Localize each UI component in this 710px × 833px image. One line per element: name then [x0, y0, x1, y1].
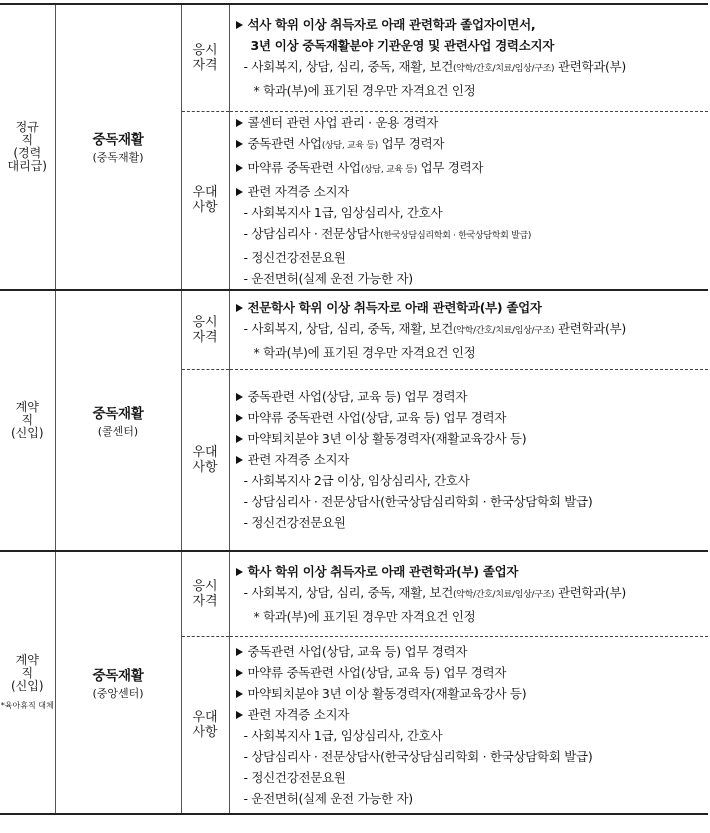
category-label-line: 응시 [192, 314, 218, 330]
row-3-qualification [0, 551, 708, 637]
requirement-line [236, 133, 709, 157]
line-text: - 정신건강전문요원 [243, 249, 346, 265]
requirement-line [236, 407, 709, 428]
requirement-line [236, 767, 709, 788]
position-line: (경력 [13, 145, 42, 160]
qualification-label [181, 4, 229, 111]
field-cell [55, 290, 181, 551]
line-text: 3년 이상 중독재활분야 기관운영 및 관련사업 경력소지자 [250, 38, 555, 54]
position-line: 계약 [15, 653, 39, 667]
requirement-note [236, 80, 709, 101]
line-text: 중독관련 사업(상담, 교육 등) 업무 경력자 [247, 643, 468, 659]
position-line: 직 [21, 412, 34, 427]
triangle-bullet-icon [236, 21, 243, 29]
triangle-bullet-icon [236, 414, 243, 422]
field-subtitle: (콜센터) [97, 424, 139, 438]
requirement-line [236, 35, 709, 56]
position-line: 계약 [15, 399, 39, 414]
line-small-text: (약학/간호/치료/임상/구조) [452, 64, 555, 75]
requirement-line [236, 683, 709, 704]
line-text: - 사회복지, 상담, 심리, 중독, 재활, 보건 [243, 584, 453, 600]
line-small-text: (상담, 교육 등) [321, 140, 378, 151]
requirement-line [236, 14, 709, 35]
requirement-line [236, 746, 709, 767]
line-text: 관련 자격증 소지자 [247, 452, 350, 468]
line-small-text: (약학/간호/치료/임상/구조) [452, 589, 555, 600]
triangle-bullet-icon [236, 393, 243, 401]
requirement-line [236, 223, 709, 247]
position-line: 직 [21, 132, 34, 147]
line-text: * 학과(부)에 표기된 경우만 자격요건 인정 [253, 344, 476, 360]
category-label-line: 우대 [192, 444, 218, 460]
requirement-line [236, 268, 709, 289]
position-line: 직 [21, 666, 34, 680]
recruitment-table [0, 3, 708, 815]
position-line: (신입) [10, 425, 44, 440]
requirement-line [236, 449, 709, 470]
requirement-line [236, 112, 709, 133]
position-cell [0, 551, 55, 814]
triangle-bullet-icon [236, 140, 243, 148]
line-text: - 사회복지사 1급, 임상심리사, 간호사 [243, 204, 443, 220]
requirement-line [236, 297, 709, 318]
row-2-qualification [0, 290, 708, 370]
line-text: 마약퇴치분야 3년 이상 활동경력자(재활교육강사 등) [247, 685, 527, 701]
line-text: - 상담심리사 · 전문상담사(한국상담심리학회 · 한국상담학회 발급) [243, 748, 593, 764]
preference-content [229, 370, 708, 551]
row-1-qualification [0, 4, 708, 111]
category-label-line: 사항 [192, 459, 218, 475]
category-label-line: 우대 [192, 185, 218, 200]
line-text: 석사 학위 이상 취득자로 아래 관련학과 졸업자이면서, [247, 17, 536, 33]
line-text: 콜센터 관련 사업 관리 · 운용 경력자 [247, 114, 439, 130]
line-tail-text: 관련학과(부) [554, 320, 626, 336]
requirement-line [236, 157, 709, 181]
line-tail-text: 관련학과(부) [554, 59, 626, 75]
requirement-line [236, 662, 709, 683]
line-text: - 사회복지사 1급, 임상심리사, 간호사 [243, 727, 443, 743]
category-label-line: 자격 [192, 593, 218, 609]
requirement-line [236, 788, 709, 809]
field-name: 중독재활 [92, 405, 144, 422]
line-text: 중독관련 사업 [247, 135, 322, 151]
field-name: 중독재활 [92, 667, 144, 684]
qualification-content [229, 551, 708, 637]
requirement-line [236, 386, 709, 407]
requirement-line [236, 56, 709, 80]
qualification-content [229, 290, 708, 370]
line-text: 마약류 중독관련 사업 [247, 159, 361, 175]
position-line: 정규 [15, 119, 39, 134]
requirement-note [236, 606, 709, 627]
requirement-line [236, 247, 709, 268]
position-note: *육아휴직 대체 [0, 701, 54, 710]
position-line: (신입) [10, 679, 44, 693]
requirement-line [236, 641, 709, 662]
line-tail-text: 업무 경력자 [377, 135, 445, 151]
triangle-bullet-icon [236, 669, 243, 677]
triangle-bullet-icon [236, 188, 243, 196]
requirement-line [236, 202, 709, 223]
line-tail-text: 관련학과(부) [554, 584, 626, 600]
category-label-line: 응시 [192, 578, 218, 594]
line-text: - 사회복지, 상담, 심리, 중독, 재활, 보건 [243, 59, 453, 75]
line-text: - 정신건강전문요원 [243, 515, 346, 531]
triangle-bullet-icon [236, 119, 243, 127]
line-text: 관련 자격증 소지자 [247, 183, 350, 199]
position-cell [0, 290, 55, 551]
triangle-bullet-icon [236, 711, 243, 719]
line-text: 전문학사 학위 이상 취득자로 아래 관련학과(부) 졸업자 [247, 299, 542, 315]
line-small-text: (상담, 교육 등) [360, 164, 417, 175]
field-subtitle: (중독재활) [92, 151, 144, 165]
requirement-line [236, 470, 709, 491]
qualification-label [181, 290, 229, 370]
line-tail-text: 업무 경력자 [416, 159, 484, 175]
line-text: * 학과(부)에 표기된 경우만 자격요건 인정 [253, 83, 476, 99]
line-text: - 운전면허(실제 운전 가능한 자) [243, 790, 413, 806]
line-text: - 사회복지, 상담, 심리, 중독, 재활, 보건 [243, 320, 453, 336]
category-label-line: 우대 [192, 709, 218, 725]
preference-content [229, 111, 708, 290]
category-label-line: 자격 [192, 57, 218, 73]
triangle-bullet-icon [236, 568, 243, 576]
line-text: 마약퇴치분야 3년 이상 활동경력자(재활교육강사 등) [247, 431, 527, 447]
line-text: 마약류 중독관련 사업(상담, 교육 등) 업무 경력자 [247, 410, 507, 426]
requirement-line [236, 561, 709, 582]
requirement-line [236, 725, 709, 746]
triangle-bullet-icon [236, 648, 243, 656]
line-text: 마약류 중독관련 사업(상담, 교육 등) 업무 경력자 [247, 664, 507, 680]
qualification-content [229, 4, 708, 111]
field-name: 중독재활 [92, 132, 144, 149]
requirement-line [236, 428, 709, 449]
triangle-bullet-icon [236, 690, 243, 698]
line-text: - 사회복지사 2급 이상, 임상심리사, 간호사 [243, 473, 470, 489]
preference-label [181, 637, 229, 814]
requirement-line [236, 491, 709, 512]
qualification-label [181, 551, 229, 637]
field-cell [55, 551, 181, 814]
line-text: * 학과(부)에 표기된 경우만 자격요건 인정 [253, 608, 476, 624]
requirement-note [236, 342, 709, 363]
triangle-bullet-icon [236, 435, 243, 443]
line-text: - 상담심리사 · 전문상담사(한국상담심리학회 · 한국상담학회 발급) [243, 494, 593, 510]
triangle-bullet-icon [236, 304, 243, 312]
category-label-line: 사항 [192, 724, 218, 740]
requirement-line [236, 318, 709, 342]
requirement-line [236, 582, 709, 606]
category-label-line: 사항 [192, 200, 218, 215]
field-cell [55, 4, 181, 290]
line-text: - 정신건강전문요원 [243, 769, 346, 785]
line-text: 학사 학위 이상 취득자로 아래 관련학과(부) 졸업자 [247, 563, 519, 579]
preference-label [181, 111, 229, 290]
category-label-line: 자격 [192, 329, 218, 345]
line-small-text: (한국상담심리학회 · 한국상담학회 발급) [380, 230, 532, 241]
position-line: 대리급) [7, 158, 47, 173]
line-text: - 상담심리사 · 전문상담사 [243, 225, 381, 241]
line-text: 관련 자격증 소지자 [247, 706, 350, 722]
line-text: 중독관련 사업(상담, 교육 등) 업무 경력자 [247, 389, 468, 405]
requirement-line [236, 704, 709, 725]
line-small-text: (약학/간호/치료/임상/구조) [452, 325, 555, 336]
line-text: - 운전면허(실제 운전 가능한 자) [243, 270, 413, 286]
category-label-line: 응시 [192, 42, 218, 58]
requirement-line [236, 181, 709, 202]
field-subtitle: (중앙센터) [92, 686, 144, 700]
triangle-bullet-icon [236, 456, 243, 464]
triangle-bullet-icon [236, 164, 243, 172]
preference-content [229, 637, 708, 814]
requirement-line [236, 512, 709, 533]
preference-label [181, 370, 229, 551]
position-cell [0, 4, 55, 290]
